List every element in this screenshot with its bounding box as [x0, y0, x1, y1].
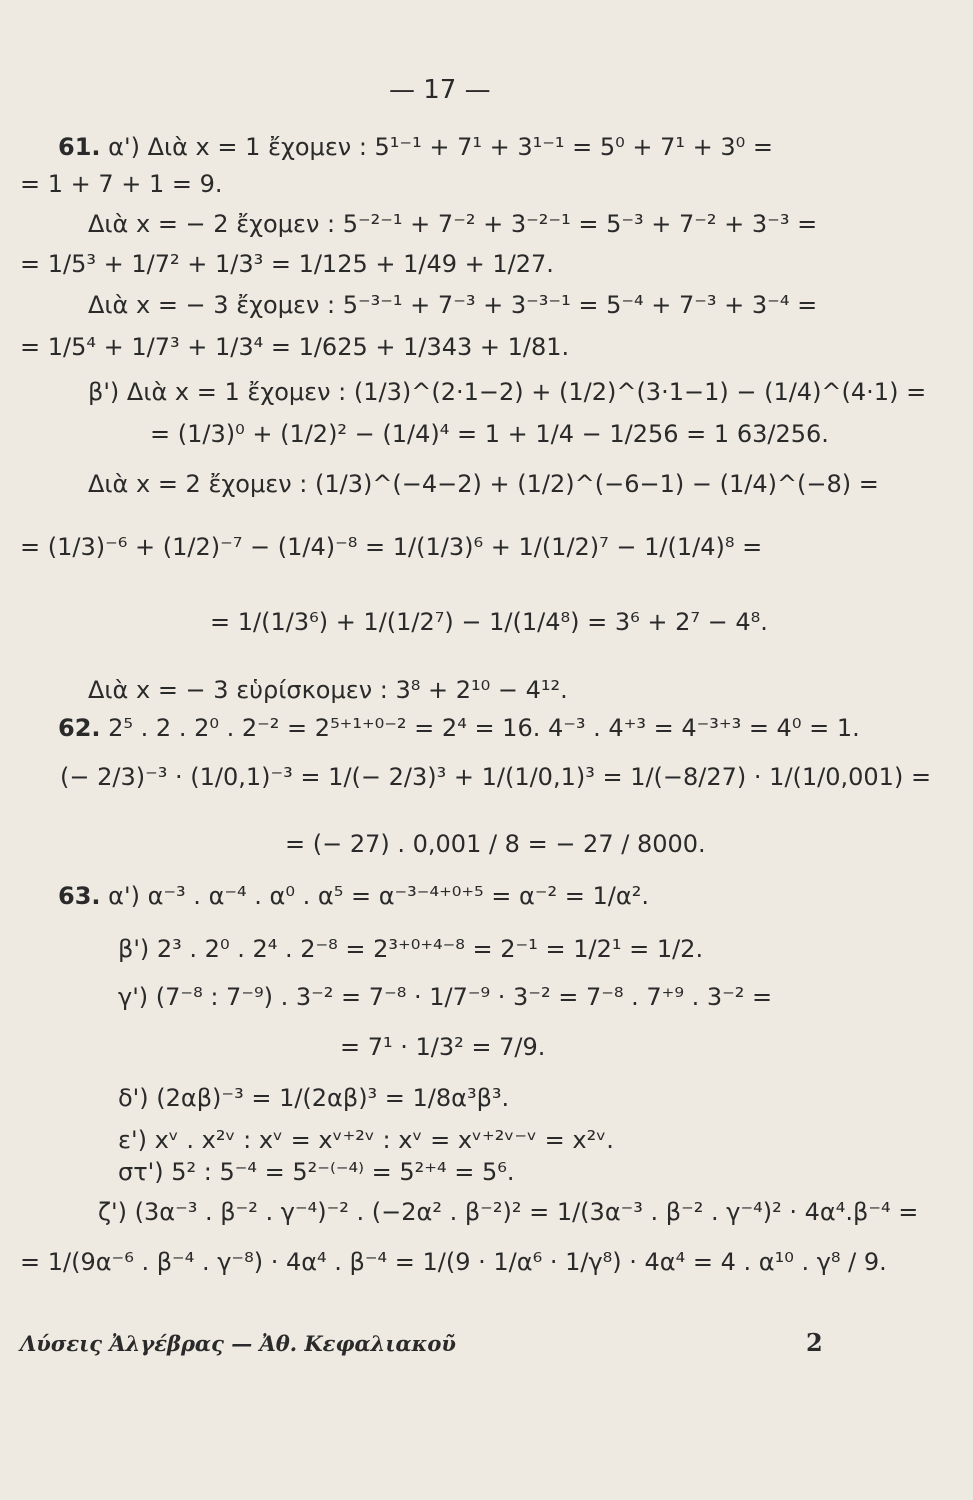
problem-61-beta-x2-line1: = (1/3)⁻⁶ + (1/2)⁻⁷ − (1/4)⁻⁸ = 1/(1/3)⁶ + 1/(1/2)⁷ − 1/(1/4)⁸ =	[20, 533, 763, 561]
problem-63-label: 63.	[58, 882, 101, 910]
problem-62-line1	[58, 716, 860, 740]
footer-title: Λύσεις Ἀλγέβρας — Ἀθ. Κεφαλιακοῦ	[20, 1331, 456, 1356]
problem-63-epsilon: ε') xᵛ . x²ᵛ : xᵛ = xᵛ⁺²ᵛ : xᵛ = xᵛ⁺²ᵛ⁻ᵛ = x²ᵛ.	[118, 1126, 614, 1154]
footer-signature: 2	[806, 1328, 823, 1357]
problem-63-stigma: στ') 5² : 5⁻⁴ = 5²⁻⁽⁻⁴⁾ = 5²⁺⁴ = 5⁶.	[118, 1158, 515, 1186]
problem-61-beta-result: = (1/3)⁰ + (1/2)² − (1/4)⁴ = 1 + 1/4 − 1/256 = 1 63/256.	[150, 420, 829, 448]
problem-62-line2: (− 2/3)⁻³ · (1/0,1)⁻³ = 1/(− 2/3)³ + 1/(1/0,1)³ = 1/(−8/27) · 1/(1/0,001) =	[60, 763, 932, 791]
problem-62-line3: = (− 27) . 0,001 / 8 = − 27 / 8000.	[285, 830, 706, 858]
problem-63-delta: δ') (2αβ)⁻³ = 1/(2αβ)³ = 1/8α³β³.	[118, 1084, 510, 1112]
problem-63-gamma-line2: = 7¹ · 1/3² = 7/9.	[340, 1033, 546, 1061]
problem-61-alpha-result: = 1 + 7 + 1 = 9.	[20, 170, 223, 198]
problem-61-x3-heading: Διὰ x = − 3 ἔχομεν : 5⁻³⁻¹ + 7⁻³ + 3⁻³⁻¹ = 5⁻⁴ + 7⁻³ + 3⁻⁴ =	[88, 291, 818, 319]
problem-63-zeta-line2: = 1/(9α⁻⁶ . β⁻⁴ . γ⁻⁸) · 4α⁴ . β⁻⁴ = 1/(9 · 1/α⁶ · 1/γ⁸) · 4α⁴ = 4 . α¹⁰ . γ⁸ / 9.	[20, 1248, 887, 1276]
problem-63-beta: β') 2³ . 2⁰ . 2⁴ . 2⁻⁸ = 2³⁺⁰⁺⁴⁻⁸ = 2⁻¹ = 1/2¹ = 1/2.	[118, 935, 704, 963]
problem-61-x2-heading: Διὰ x = − 2 ἔχομεν : 5⁻²⁻¹ + 7⁻² + 3⁻²⁻¹ = 5⁻³ + 7⁻² + 3⁻³ =	[88, 210, 818, 238]
problem-61-x3-fractions: = 1/5⁴ + 1/7³ + 1/3⁴ = 1/625 + 1/343 + 1/81.	[20, 333, 570, 361]
problem-61-alpha-text: α') Διὰ x = 1 ἔχομεν : 5¹⁻¹ + 7¹ + 3¹⁻¹ = 5⁰ + 7¹ + 3⁰ =	[108, 133, 774, 161]
problem-62-label: 62.	[58, 714, 101, 742]
problem-61-beta-x3-line: Διὰ x = − 3 εὑρίσκομεν : 3⁸ + 2¹⁰ − 4¹².	[88, 676, 568, 704]
problem-61-x2-fractions: = 1/5³ + 1/7² + 1/3³ = 1/125 + 1/49 + 1/27.	[20, 250, 554, 278]
problem-63-zeta-line1: ζ') (3α⁻³ . β⁻² . γ⁻⁴)⁻² . (−2α² . β⁻²)² = 1/(3α⁻³ . β⁻² . γ⁻⁴)² · 4α⁴.β⁻⁴ =	[98, 1198, 919, 1226]
problem-61-label: 61.	[58, 133, 101, 161]
problem-62-line1-text: 2⁵ . 2 . 2⁰ . 2⁻² = 2⁵⁺¹⁺⁰⁻² = 2⁴ = 16. 4⁻³ . 4⁺³ = 4⁻³⁺³ = 4⁰ = 1.	[108, 714, 860, 742]
problem-61-alpha-line	[58, 135, 773, 159]
problem-63-alpha-text: α') α⁻³ . α⁻⁴ . α⁰ . α⁵ = α⁻³⁻⁴⁺⁰⁺⁵ = α⁻² = 1/α².	[108, 882, 649, 910]
problem-63-gamma-line1: γ') (7⁻⁸ : 7⁻⁹) . 3⁻² = 7⁻⁸ · 1/7⁻⁹ · 3⁻² = 7⁻⁸ . 7⁺⁹ . 3⁻² =	[118, 983, 773, 1011]
problem-61-beta-x2-line2: = 1/(1/3⁶) + 1/(1/2⁷) − 1/(1/4⁸) = 3⁶ + 2⁷ − 4⁸.	[210, 608, 768, 636]
problem-63-alpha	[58, 884, 649, 908]
page-number: — 17 —	[389, 75, 491, 105]
problem-61-beta-heading: β') Διὰ x = 1 ἔχομεν : (1/3)^(2·1−2) + (1/2)^(3·1−1) − (1/4)^(4·1) =	[88, 378, 927, 406]
problem-61-beta-x2-heading: Διὰ x = 2 ἔχομεν : (1/3)^(−4−2) + (1/2)^(−6−1) − (1/4)^(−8) =	[88, 470, 879, 498]
